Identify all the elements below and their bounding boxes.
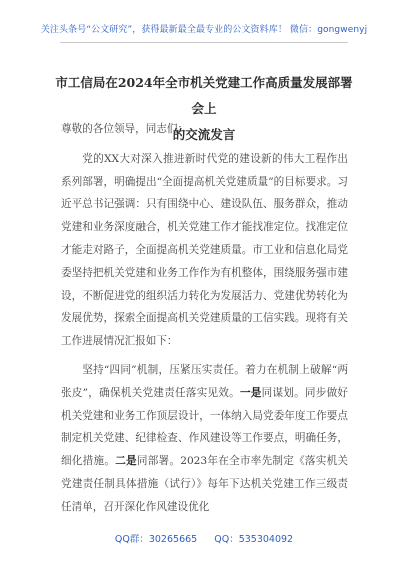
title-line-2: 的交流发言 xyxy=(172,127,236,142)
point-one-text: 同谋划。同步做好机关党建和业务工作顶层设计，一体纳入局党委年度工作要点制定机关党建、纪律检查、作风建设等工作要点，明确任务，细化措施。 xyxy=(61,386,349,468)
document-body xyxy=(61,118,348,519)
point-one-label: 一是 xyxy=(239,386,262,399)
header-divider xyxy=(60,42,348,43)
point-two-label: 二是 xyxy=(115,455,137,468)
paragraph-four-same xyxy=(61,359,348,519)
title-line-1: 市工信局在2024年全市机关党建工作高质量发展部署会上 xyxy=(55,75,353,116)
point-two-text: 同部署。2023年在全市率先制定《落实机关党建责任制具体措施（试行）》每年下达机关党建工作三级责任清单，召开深化作风建设优化 xyxy=(61,455,349,513)
paragraph-intro: 党的XX大对深入推进新时代党的建设新的伟大工程作出系列部署，明确提出“全面提高机关党建质量”的目标要求。习近平总书记强调：只有围绕中心、建设队伍、服务群众，推动党建和业务深度融合，机关党建工作才能找准定位。找准定位才能走对路子，全面提高机关党建质量。市工业和信息化局党委坚持把机关党建和业务工作作为有机整体，围绕服务强市建设，不断促进党的组织活力转化为发展活力、党建优势转化为发展优势，探索全面提高机关党建质量的工信实践。现将有关工作进展情况汇报如下： xyxy=(61,152,348,348)
salutation: 尊敬的各位领导，同志们： xyxy=(61,123,189,135)
footer-qq-group: QQ群：30265665 xyxy=(114,534,198,545)
para2-lead: 坚持“四同”机制，压紧压实责任。着力在机制上破解“两张皮”，确保机关党建责任落实见效。 xyxy=(61,363,348,399)
footer-contact xyxy=(0,531,408,545)
footer-qq: QQ：535304092 xyxy=(214,534,294,545)
header-notice: 关注头条号“公文研究”，获得最新最全最专业的公文资料库！ 微信：gongwenyj xyxy=(40,25,368,35)
